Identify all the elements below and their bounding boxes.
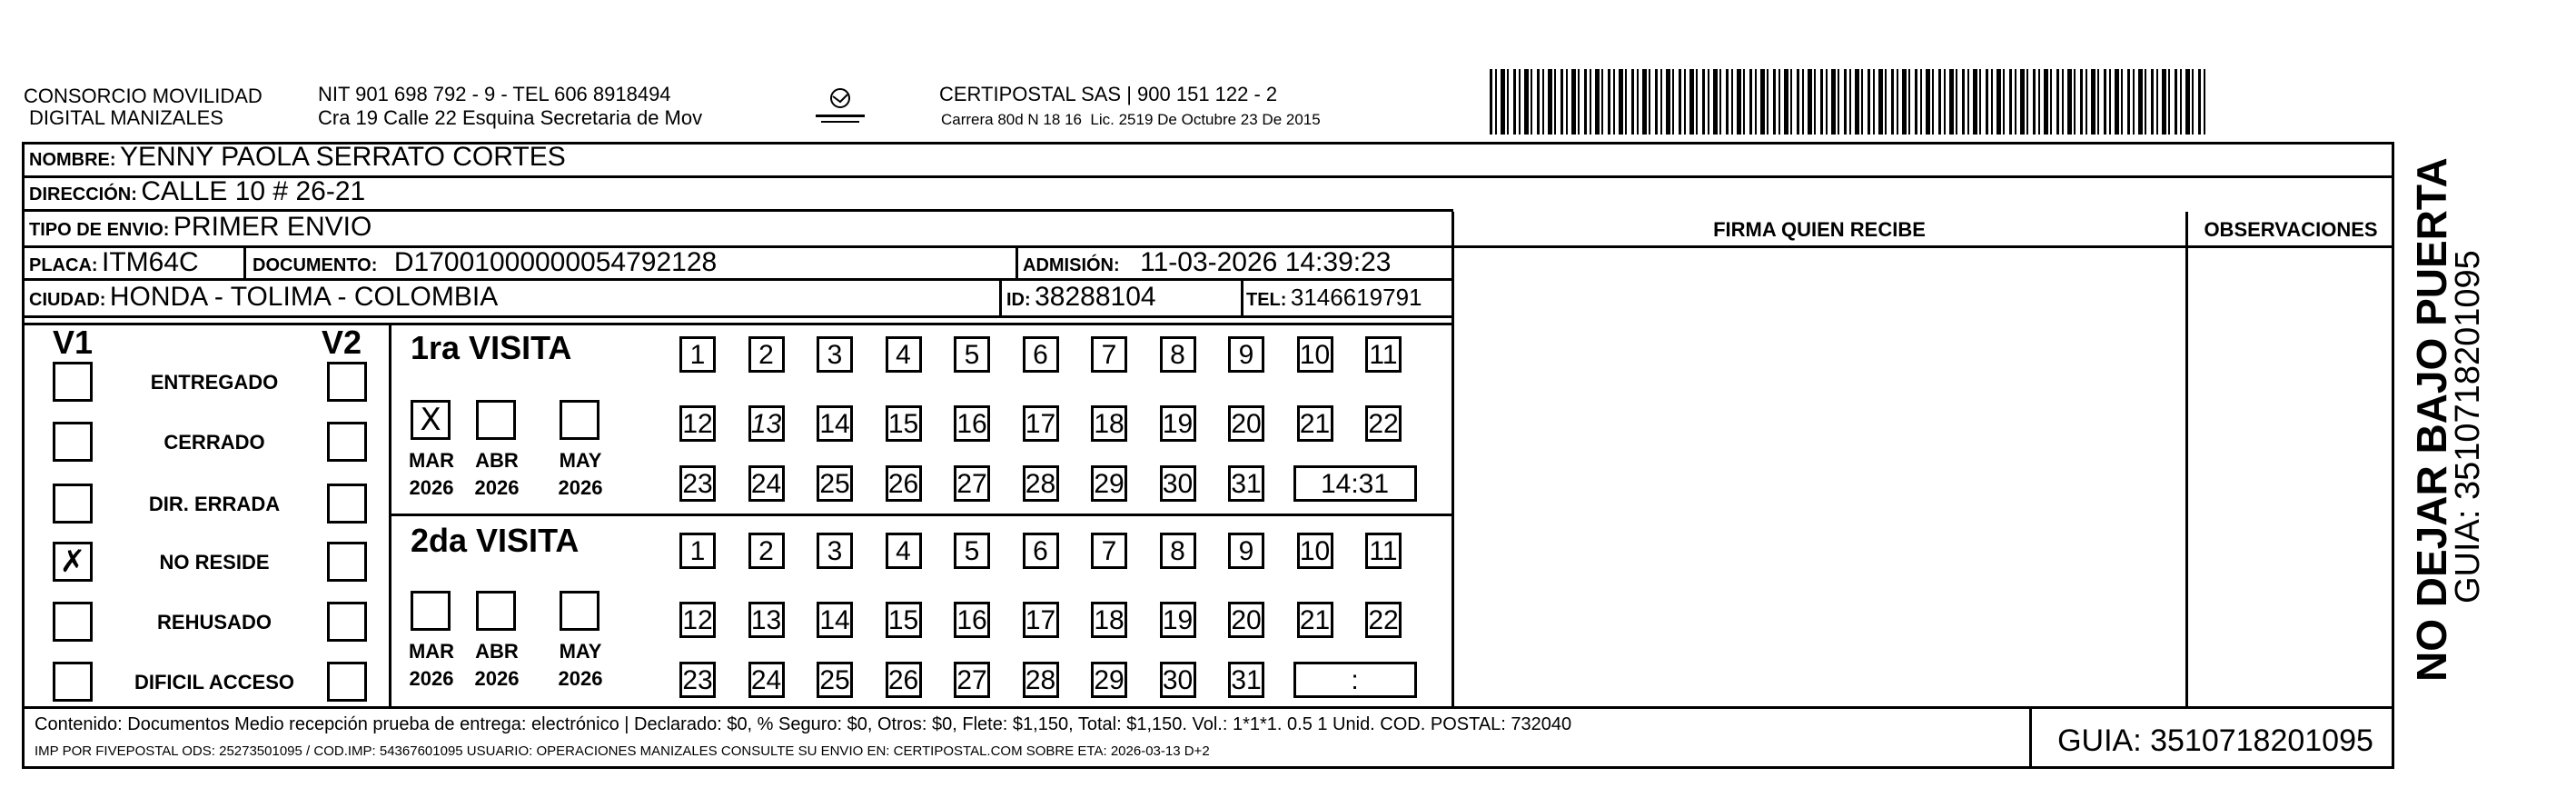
day-box: 6: [1023, 533, 1059, 569]
status-label: DIR. ERRADA: [148, 493, 281, 515]
day-box: 18: [1091, 602, 1127, 638]
time-box: 14:31: [1293, 465, 1417, 502]
courier-address: Carrera 80d N 18 16 Lic. 2519 De Octubre 23 De 2015: [941, 111, 1321, 128]
day-box: 8: [1160, 533, 1196, 569]
observations-label: OBSERVACIONES: [2204, 218, 2378, 241]
v1-checkbox[interactable]: [53, 602, 93, 642]
address-field: [29, 176, 365, 207]
day-box: 6: [1023, 336, 1059, 373]
plate-value: ITM64C: [102, 247, 199, 277]
status-label: CERRADO: [163, 431, 265, 454]
courier-name: CERTIPOSTAL SAS | 900 151 122 - 2: [939, 83, 1278, 105]
day-box: 26: [886, 465, 922, 502]
signature-label: FIRMA QUIEN RECIBE: [1713, 218, 1926, 241]
phone-label: TEL:: [1246, 290, 1287, 310]
day-box: 17: [1023, 602, 1059, 638]
day-box: 7: [1091, 336, 1127, 373]
day-box: 16: [954, 602, 990, 638]
day-box: 9: [1228, 336, 1264, 373]
day-box: 30: [1160, 465, 1196, 502]
day-box: 13: [748, 602, 785, 638]
day-box: 15: [886, 405, 922, 442]
day-box: 25: [817, 662, 853, 698]
plate-label: PLACA:: [29, 255, 98, 275]
day-box: 20: [1228, 405, 1264, 442]
day-box: 23: [679, 465, 716, 502]
name-field: [29, 142, 566, 173]
month-checkbox[interactable]: [476, 400, 516, 440]
certipostal-logo-icon: [808, 85, 872, 127]
day-box: 30: [1160, 662, 1196, 698]
day-box: 16: [954, 405, 990, 442]
shipment-type-value: PRIMER ENVIO: [173, 212, 372, 242]
day-box: 5: [954, 533, 990, 569]
v2-checkbox[interactable]: [327, 422, 367, 462]
document-value: D17001000000054792128: [393, 247, 718, 277]
id-value: 38288104: [1035, 282, 1156, 312]
admission-label: ADMISIÓN:: [1023, 255, 1120, 275]
day-box: 29: [1091, 662, 1127, 698]
company-name-line1: CONSORCIO MOVILIDAD: [24, 85, 263, 107]
day-box: 25: [817, 465, 853, 502]
year-label: 2026: [474, 476, 520, 499]
document-label: DOCUMENTO:: [253, 255, 378, 275]
day-box: 24: [748, 662, 785, 698]
city-value: HONDA - TOLIMA - COLOMBIA: [109, 282, 499, 312]
day-box: 22: [1365, 602, 1402, 638]
day-box: 8: [1160, 336, 1196, 373]
day-box: 14: [817, 602, 853, 638]
year-label: 2026: [409, 476, 454, 499]
day-box: 21: [1297, 405, 1333, 442]
month-label: MAR: [408, 640, 455, 663]
v2-checkbox[interactable]: [327, 484, 367, 524]
v2-checkbox[interactable]: [327, 542, 367, 582]
phone-value: 3146619791: [1290, 284, 1422, 311]
day-box: 13: [748, 405, 785, 442]
day-box: 1: [679, 533, 716, 569]
year-label: 2026: [474, 667, 520, 690]
shipment-type-field: [29, 212, 372, 243]
footer-guia: GUIA: 3510718201095: [2057, 723, 2373, 758]
visit1-title: 1ra VISITA: [411, 329, 572, 366]
month-label: ABR: [475, 449, 519, 472]
day-box: 10: [1297, 336, 1333, 373]
company-nit: NIT 901 698 792 - 9 - TEL 606 8918494: [318, 83, 671, 105]
company-address: Cra 19 Calle 22 Esquina Secretaria de Mov: [318, 106, 703, 129]
day-box: 22: [1365, 405, 1402, 442]
v1-checkbox[interactable]: ✗: [53, 542, 93, 582]
time-box: :: [1293, 662, 1417, 698]
day-box: 10: [1297, 533, 1333, 569]
day-box: 28: [1023, 465, 1059, 502]
day-box: 12: [679, 405, 716, 442]
city-field: [29, 282, 498, 313]
month-label: MAY: [559, 640, 602, 663]
status-label: REHUSADO: [157, 611, 272, 633]
v2-checkbox[interactable]: [327, 602, 367, 642]
day-box: 20: [1228, 602, 1264, 638]
day-box: 2: [748, 336, 785, 373]
day-box: 19: [1160, 405, 1196, 442]
month-label: MAR: [408, 449, 455, 472]
day-box: 3: [817, 533, 853, 569]
year-label: 2026: [558, 667, 603, 690]
v1-checkbox[interactable]: [53, 484, 93, 524]
day-box: 3: [817, 336, 853, 373]
day-box: 26: [886, 662, 922, 698]
status-label: NO RESIDE: [159, 551, 270, 574]
no-under-door-warning: NO DEJAR BAJO PUERTA: [2408, 157, 2455, 682]
day-box: 28: [1023, 662, 1059, 698]
day-box: 19: [1160, 602, 1196, 638]
day-box: 27: [954, 465, 990, 502]
day-box: 15: [886, 602, 922, 638]
address-value: CALLE 10 # 26-21: [141, 176, 366, 206]
month-checkbox[interactable]: [476, 591, 516, 631]
day-box: 23: [679, 662, 716, 698]
month-checkbox[interactable]: [560, 400, 599, 440]
day-box: 7: [1091, 533, 1127, 569]
v1-checkbox[interactable]: [53, 362, 93, 402]
day-box: 11: [1365, 533, 1402, 569]
company-name-line2: DIGITAL MANIZALES: [29, 106, 223, 129]
status-label: ENTREGADO: [150, 371, 279, 394]
id-field: [1006, 282, 1156, 313]
month-label: ABR: [475, 640, 519, 663]
v2-checkbox[interactable]: [327, 662, 367, 702]
admission-field: [1023, 247, 1391, 278]
day-box: 9: [1228, 533, 1264, 569]
year-label: 2026: [409, 667, 454, 690]
name-value: YENNY PAOLA SERRATO CORTES: [120, 142, 566, 172]
day-box: 29: [1091, 465, 1127, 502]
day-box: 4: [886, 533, 922, 569]
day-box: 1: [679, 336, 716, 373]
barcode-image: [1490, 69, 2207, 135]
month-label: MAY: [559, 449, 602, 472]
day-box: 21: [1297, 602, 1333, 638]
phone-field: [1246, 284, 1422, 312]
plate-field: [29, 247, 199, 278]
year-label: 2026: [558, 476, 603, 499]
day-box: 27: [954, 662, 990, 698]
status-label: DIFICIL ACCESO: [134, 671, 294, 693]
day-box: 11: [1365, 336, 1402, 373]
day-box: 14: [817, 405, 853, 442]
shipment-type-label: TIPO DE ENVIO:: [29, 220, 170, 240]
day-box: 12: [679, 602, 716, 638]
day-box: 2: [748, 533, 785, 569]
day-box: 5: [954, 336, 990, 373]
day-box: 31: [1228, 465, 1264, 502]
day-box: 4: [886, 336, 922, 373]
name-label: NOMBRE:: [29, 150, 116, 170]
document-field: [253, 247, 717, 278]
day-box: 24: [748, 465, 785, 502]
id-label: ID:: [1006, 290, 1031, 310]
v1-checkbox[interactable]: [53, 662, 93, 702]
month-checkbox[interactable]: [560, 591, 599, 631]
v2-checkbox[interactable]: [327, 362, 367, 402]
side-guia: GUIA: 3510718201095: [2449, 250, 2487, 603]
address-label: DIRECCIÓN:: [29, 185, 137, 204]
month-checkbox[interactable]: [411, 591, 451, 631]
day-box: 17: [1023, 405, 1059, 442]
admission-value: 11-03-2026 14:39:23: [1140, 247, 1392, 277]
day-box: 31: [1228, 662, 1264, 698]
month-checkbox[interactable]: X: [411, 400, 451, 440]
v2-label: V2: [322, 324, 362, 361]
day-box: 18: [1091, 405, 1127, 442]
city-label: CIUDAD:: [29, 290, 106, 310]
visit2-title: 2da VISITA: [411, 522, 580, 559]
print-info-line: IMP POR FIVEPOSTAL ODS: 25273501095 / COD.IMP: 54367601095 USUARIO: OPERACIONES MANIZALES CONSULTE SU ENVIO EN: CERTIPOSTAL.COM SOBRE ETA: 2026-03-13 D+2: [35, 743, 1210, 759]
v1-checkbox[interactable]: [53, 422, 93, 462]
v1-label: V1: [53, 324, 94, 361]
contents-line: Contenido: Documentos Medio recepción prueba de entrega: electrónico | Declarado: $0, % Seguro: $0, Otros: $0, Flete: $1,150, Total: $1,150. Vol.: 1*1*1. 0.5 1 Unid. COD. POSTAL: 732040: [35, 714, 1572, 734]
